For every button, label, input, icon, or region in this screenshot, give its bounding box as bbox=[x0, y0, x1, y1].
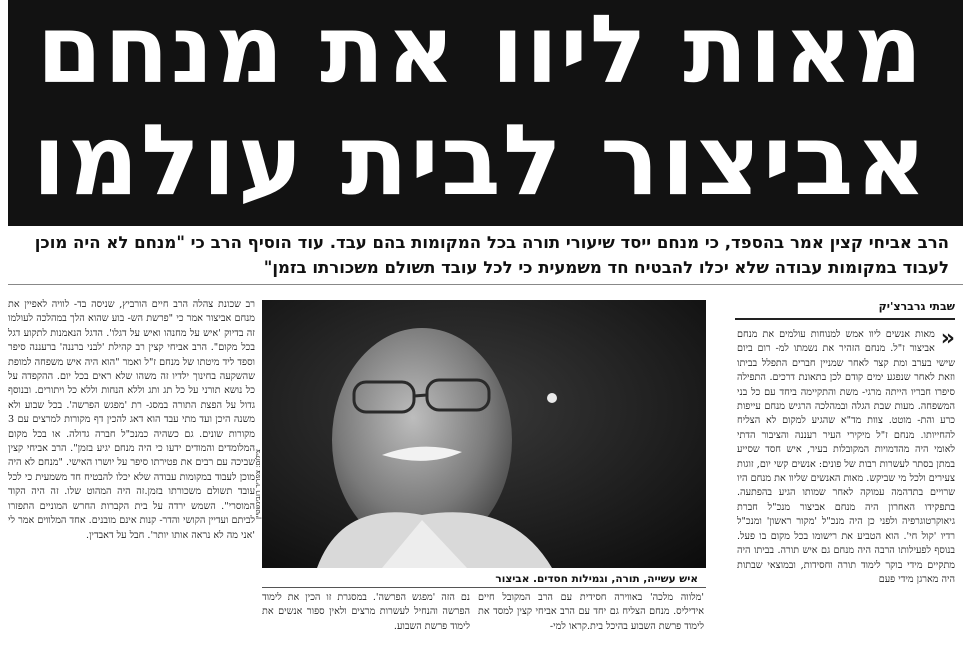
photo-credit: צילום: צפריר רובינשטיין bbox=[254, 449, 262, 519]
subheadline: הרב אביחי קצין אמר בהספד, כי מנחם ייסד שיעורי תורה בכל המקומות בהם עבד. עוד הוסיף הרב כי "מנחם לא היה מוכן לעבוד במקומות עבודה שלא יכלו להבטיח חד משמעית כי לכל עובד תשולם משכורתו בזמן" bbox=[34, 233, 949, 277]
portrait-illustration bbox=[262, 300, 706, 568]
subheadline-box bbox=[8, 226, 963, 285]
article-column-left: רב שכונת צהלה הרב חיים הורביץ, שניסה בד- לוויה לאפיין את מנחם אביצור אמר כי "פרשת הש- בוע שהוא הלך במהלכה לעולמו זה בדיוק 'איש על מחנהו ואיש על דגלו'. הדגל הנאמנות לתקוע דגל בכל מקום". הרב אביחי קצין רב קהילת 'לבני ברננה' ברעננה סיפר וספד ליד מיטתו של מנחם ז"ל ואמר "הוא היה איש משפחה למופת שהשקעה בחינוך ילדיו זה משהו שלא ראים בכל יום. ההקפדה על כל נושא תורני על כל תג ותג וללא הנחות וללא כל ויתורים. ובנוסף גדול על הפצת התורה במסג- רת 'מפגש הפרשה'. בכל שבוע ולא משנה היכן ועד מתי עבד הוא דאג להכין דף מקורות למרצים עם 3 מקורות שונים. גם כשהיה כמנכ"ל חברה גדולה. או בכל מקום המלומדים והמודים ידעו כי היה מנחם יגיע בזמן". הרב אביחי קצין שביכה עם רבים את פטירתו סיפר על יושרו האישי. "מנחם לא היה מוכן לעבוד במקומות עבודה שלא יכלו להבטיח חד משמעית כי לכל עובד תשולם משכורתו בזמן.זה היה המהוט שלו. זה היה הקוד המוסרי". השמש ירדה על בית הקברות החרש המוניים התפזרו לביתם ועדיין הקושי והדר- קנות אינם מובנים. אחד המלווים אמר לי 'אני מה לא נראה אותו יותר'. חבל על דאבדין. bbox=[8, 299, 255, 541]
article-photo bbox=[262, 300, 706, 568]
byline: שבתי גרברצ'יק bbox=[878, 300, 955, 313]
byline-divider bbox=[735, 318, 955, 320]
photo-caption: איש עשייה, תורה, וגמילות חסדים. אביצור bbox=[262, 570, 706, 588]
article-column-middle-left: נם הזה 'מפגש הפרשה'. במסגרת זו הכין את לימוד הפרשה והנחיל לעשרות מרצים ולאין ספור אנשים את לימוד פרשת השבוע. bbox=[262, 592, 470, 632]
article-column-right bbox=[737, 328, 955, 658]
article-text-right: מאות אנשים ליוו אמש למנוחות עולמים את מנחם אביצור ז"ל. מנחם הזהיר את נשמתו למ- רום ביום שישי בערב ומת קצר לאחר שמניין חברים התפלל בביתו וזאת לאחר שנפגע ימים קודם לכן בתאונת דרכים. התפילה סיפרו חבריו הייתה מרגי- משת והתקיימה ביחד עם כל בני המשפחה. מעות שבת הגלה ובמהלכה הרגיש מנחם עייפות כרע והת- מוטט. צוות מד"א שהגיע למקום לא הצליח להחייותו. מנחם ז"ל מיקירי העיר רעננה והציבור הדתי לאומי היה מהדמויות המקובלות בעיר, איש חסד שסייע במתן בסתר לעשרות רבות של פונים: אנשים קשי יום, זוגות צעירים ולכל מי שביקש. מאות האנשים שליוו את מנחם היו שרויים בתדהמה עמוקה לאחר שמותו הגיע בהפתעה. בתפקידו האחרון היה מנחם אביצור מנכ"ל חברת גיאוקרטוגרפיה ולפני כן היה מנכ"ל 'מקור ראשון' ומנכ"ל רדיו 'קול חי'. הוא הטביע את רישומו בכל מקום בו פעל. בנוסף לפעילותו הרבה היה מנחם גם איש תורה. בביתו היה מתקיים מידי בוקר לימוד תורה וחסידות, ובמוצאי שבתות היה מארגן מידי פעם bbox=[737, 329, 955, 585]
headline-line-2: אביצור לבית עולמו bbox=[32, 104, 929, 218]
headline-line-1: מאות ליוו את מנחם bbox=[36, 0, 925, 105]
headline-banner bbox=[8, 0, 963, 226]
double-chevron-left-icon: « bbox=[940, 328, 955, 351]
article-column-middle-right: 'מלווה מלכה' באווירה חסידית עם הרב המקובל חיים אידיליס. מנחם הצליח גם יחד עם הרב אביחי קצין למסד את לימוד פרשת השבוע בהיכל בית.קראו למי- bbox=[478, 592, 704, 632]
